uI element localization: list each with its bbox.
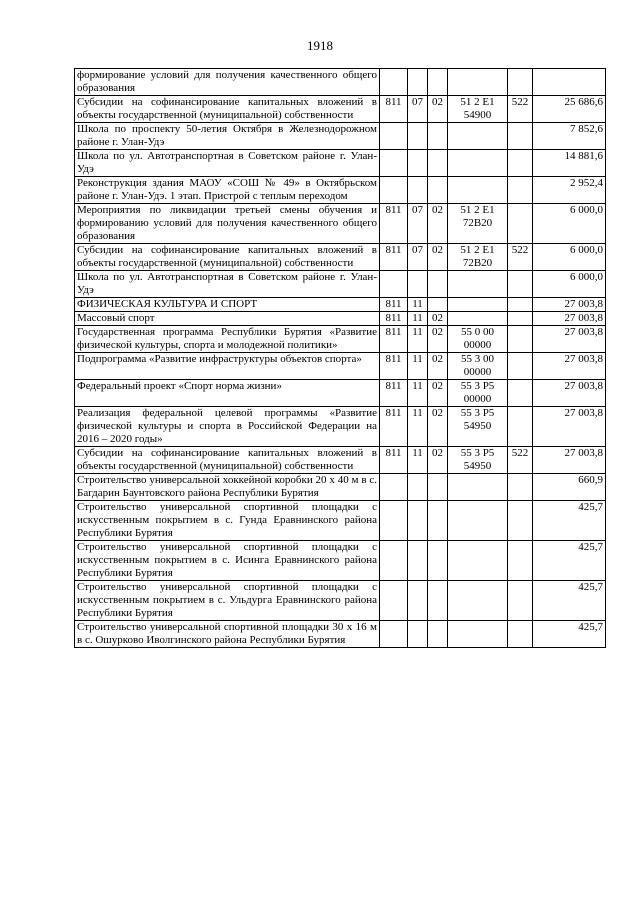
row-admin-code-cell: 811 (380, 244, 408, 271)
row-section-cell: 07 (408, 244, 428, 271)
row-target-article-cell: 55 3 P5 54950 (448, 407, 508, 447)
row-admin-code-cell: 811 (380, 380, 408, 407)
row-subsection-cell (428, 581, 448, 621)
row-target-article-cell (448, 581, 508, 621)
row-name-cell: Субсидии на софинансирование капитальных вложений в объекты государственной (муниципальной) собственности (75, 244, 380, 271)
row-expense-type-cell (508, 621, 533, 648)
table-row (75, 204, 606, 244)
row-amount-cell: 425,7 (533, 501, 606, 541)
row-admin-code-cell: 811 (380, 312, 408, 326)
row-name-cell: Строительство универсальной спортивной площадки с искусственным покрытием в с. Ульдурга Еравнинского района Республики Бурятия (75, 581, 380, 621)
table-row (75, 150, 606, 177)
table-row (75, 407, 606, 447)
row-name-cell: формирование условий для получения качественного общего образования (75, 69, 380, 96)
table-row (75, 353, 606, 380)
row-target-article-cell: 51 2 E1 54900 (448, 96, 508, 123)
row-name-cell: Федеральный проект «Спорт норма жизни» (75, 380, 380, 407)
row-amount-cell: 660,9 (533, 474, 606, 501)
row-expense-type-cell (508, 380, 533, 407)
row-subsection-cell (428, 541, 448, 581)
row-subsection-cell (428, 474, 448, 501)
row-amount-cell: 2 952,4 (533, 177, 606, 204)
row-section-cell: 11 (408, 298, 428, 312)
row-name-cell: Школа по ул. Автотранспортная в Советском районе г. Улан-Удэ (75, 271, 380, 298)
row-expense-type-cell (508, 271, 533, 298)
row-subsection-cell: 02 (428, 244, 448, 271)
row-target-article-cell (448, 150, 508, 177)
row-admin-code-cell: 811 (380, 407, 408, 447)
row-name-cell: Строительство универсальной спортивной площадки 30 х 16 м в с. Ошурково Иволгинского района Республики Бурятия (75, 621, 380, 648)
row-section-cell (408, 621, 428, 648)
row-admin-code-cell: 811 (380, 204, 408, 244)
row-subsection-cell: 02 (428, 380, 448, 407)
row-section-cell (408, 474, 428, 501)
table-row (75, 123, 606, 150)
row-amount-cell: 425,7 (533, 541, 606, 581)
row-admin-code-cell (380, 474, 408, 501)
table-row (75, 96, 606, 123)
row-admin-code-cell (380, 69, 408, 96)
row-section-cell: 11 (408, 447, 428, 474)
row-expense-type-cell (508, 326, 533, 353)
row-amount-cell: 425,7 (533, 581, 606, 621)
page-number: 1918 (307, 38, 333, 53)
table-row (75, 541, 606, 581)
row-target-article-cell: 55 3 P5 00000 (448, 380, 508, 407)
row-amount-cell: 27 003,8 (533, 447, 606, 474)
row-admin-code-cell (380, 541, 408, 581)
table-row (75, 501, 606, 541)
row-section-cell: 11 (408, 407, 428, 447)
row-amount-cell: 27 003,8 (533, 407, 606, 447)
row-name-cell: Мероприятия по ликвидации третьей смены обучения и формированию условий для получения качественного общего образования (75, 204, 380, 244)
row-section-cell (408, 501, 428, 541)
row-section-cell: 07 (408, 204, 428, 244)
row-amount-cell: 27 003,8 (533, 326, 606, 353)
row-subsection-cell (428, 271, 448, 298)
row-target-article-cell (448, 123, 508, 150)
row-subsection-cell (428, 177, 448, 204)
row-amount-cell: 6 000,0 (533, 204, 606, 244)
row-amount-cell: 425,7 (533, 621, 606, 648)
row-admin-code-cell (380, 271, 408, 298)
table-row (75, 326, 606, 353)
row-target-article-cell: 51 2 E1 72B20 (448, 204, 508, 244)
row-amount-cell: 27 003,8 (533, 353, 606, 380)
row-subsection-cell: 02 (428, 353, 448, 380)
row-admin-code-cell: 811 (380, 326, 408, 353)
row-target-article-cell: 55 3 00 00000 (448, 353, 508, 380)
table-row (75, 69, 606, 96)
row-expense-type-cell (508, 150, 533, 177)
row-section-cell: 11 (408, 380, 428, 407)
row-expense-type-cell (508, 474, 533, 501)
row-target-article-cell (448, 298, 508, 312)
row-subsection-cell: 02 (428, 96, 448, 123)
table-row (75, 244, 606, 271)
row-subsection-cell (428, 298, 448, 312)
row-amount-cell: 6 000,0 (533, 271, 606, 298)
row-subsection-cell (428, 150, 448, 177)
table-row (75, 447, 606, 474)
row-admin-code-cell: 811 (380, 96, 408, 123)
row-expense-type-cell: 522 (508, 244, 533, 271)
row-name-cell: Строительство универсальной спортивной площадки с искусственным покрытием в с. Гунда Еравнинского района Республики Бурятия (75, 501, 380, 541)
row-expense-type-cell: 522 (508, 96, 533, 123)
row-name-cell: Школа по ул. Автотранспортная в Советском районе г. Улан-Удэ (75, 150, 380, 177)
row-section-cell (408, 150, 428, 177)
row-name-cell: Массовый спорт (75, 312, 380, 326)
row-admin-code-cell (380, 150, 408, 177)
row-target-article-cell (448, 271, 508, 298)
row-section-cell: 11 (408, 326, 428, 353)
row-amount-cell: 14 881,6 (533, 150, 606, 177)
budget-table-body (75, 69, 606, 648)
row-expense-type-cell (508, 69, 533, 96)
row-subsection-cell: 02 (428, 326, 448, 353)
row-name-cell: Субсидии на софинансирование капитальных вложений в объекты государственной (муниципальной) собственности (75, 447, 380, 474)
row-admin-code-cell (380, 501, 408, 541)
row-section-cell (408, 69, 428, 96)
row-section-cell (408, 581, 428, 621)
row-section-cell (408, 123, 428, 150)
table-row (75, 621, 606, 648)
row-target-article-cell (448, 541, 508, 581)
table-row (75, 474, 606, 501)
table-row (75, 271, 606, 298)
row-name-cell: Реализация федеральной целевой программы «Развитие физической культуры и спорта в Российской Федерации на 2016 – 2020 годы» (75, 407, 380, 447)
row-name-cell: Реконструкция здания МАОУ «СОШ № 49» в Октябрьском районе г. Улан-Удэ. 1 этап. Пристрой с теплым переходом (75, 177, 380, 204)
row-section-cell (408, 177, 428, 204)
row-expense-type-cell (508, 312, 533, 326)
row-target-article-cell (448, 474, 508, 501)
row-target-article-cell: 55 0 00 00000 (448, 326, 508, 353)
row-subsection-cell (428, 621, 448, 648)
row-amount-cell: 6 000,0 (533, 244, 606, 271)
row-admin-code-cell: 811 (380, 353, 408, 380)
row-admin-code-cell: 811 (380, 298, 408, 312)
budget-table (74, 68, 606, 648)
row-subsection-cell (428, 69, 448, 96)
row-target-article-cell (448, 312, 508, 326)
row-expense-type-cell (508, 541, 533, 581)
row-name-cell: Строительство универсальной хоккейной коробки 20 х 40 м в с. Багдарин Баунтовского района Республики Бурятия (75, 474, 380, 501)
row-amount-cell (533, 69, 606, 96)
row-amount-cell: 27 003,8 (533, 298, 606, 312)
row-amount-cell: 27 003,8 (533, 312, 606, 326)
row-expense-type-cell (508, 177, 533, 204)
row-target-article-cell: 51 2 E1 72B20 (448, 244, 508, 271)
row-expense-type-cell (508, 353, 533, 380)
row-amount-cell: 7 852,6 (533, 123, 606, 150)
row-name-cell: Государственная программа Республики Бурятия «Развитие физической культуры, спорта и молодежной политики» (75, 326, 380, 353)
row-expense-type-cell: 522 (508, 447, 533, 474)
row-subsection-cell: 02 (428, 447, 448, 474)
row-section-cell (408, 271, 428, 298)
row-name-cell: Субсидии на софинансирование капитальных вложений в объекты государственной (муниципальной) собственности (75, 96, 380, 123)
table-row (75, 298, 606, 312)
row-admin-code-cell (380, 123, 408, 150)
row-target-article-cell (448, 621, 508, 648)
row-expense-type-cell (508, 501, 533, 541)
table-row (75, 312, 606, 326)
row-name-cell: Подпрограмма «Развитие инфраструктуры объектов спорта» (75, 353, 380, 380)
row-section-cell: 07 (408, 96, 428, 123)
row-section-cell (408, 541, 428, 581)
row-name-cell: Школа по проспекту 50-летия Октября в Железнодорожном районе г. Улан-Удэ (75, 123, 380, 150)
row-admin-code-cell (380, 177, 408, 204)
row-expense-type-cell (508, 298, 533, 312)
row-expense-type-cell (508, 581, 533, 621)
table-row (75, 177, 606, 204)
row-name-cell: ФИЗИЧЕСКАЯ КУЛЬТУРА И СПОРТ (75, 298, 380, 312)
row-subsection-cell: 02 (428, 407, 448, 447)
row-expense-type-cell (508, 407, 533, 447)
table-row (75, 581, 606, 621)
row-section-cell: 11 (408, 312, 428, 326)
table-row (75, 380, 606, 407)
row-admin-code-cell: 811 (380, 447, 408, 474)
row-target-article-cell (448, 501, 508, 541)
row-subsection-cell (428, 123, 448, 150)
row-subsection-cell (428, 501, 448, 541)
row-amount-cell: 27 003,8 (533, 380, 606, 407)
row-expense-type-cell (508, 204, 533, 244)
row-target-article-cell: 55 3 P5 54950 (448, 447, 508, 474)
row-admin-code-cell (380, 621, 408, 648)
row-amount-cell: 25 686,6 (533, 96, 606, 123)
row-subsection-cell: 02 (428, 312, 448, 326)
row-expense-type-cell (508, 123, 533, 150)
row-section-cell: 11 (408, 353, 428, 380)
row-target-article-cell (448, 177, 508, 204)
row-target-article-cell (448, 69, 508, 96)
row-subsection-cell: 02 (428, 204, 448, 244)
row-admin-code-cell (380, 581, 408, 621)
row-name-cell: Строительство универсальной спортивной площадки с искусственным покрытием в с. Исинга Еравнинского района Республики Бурятия (75, 541, 380, 581)
